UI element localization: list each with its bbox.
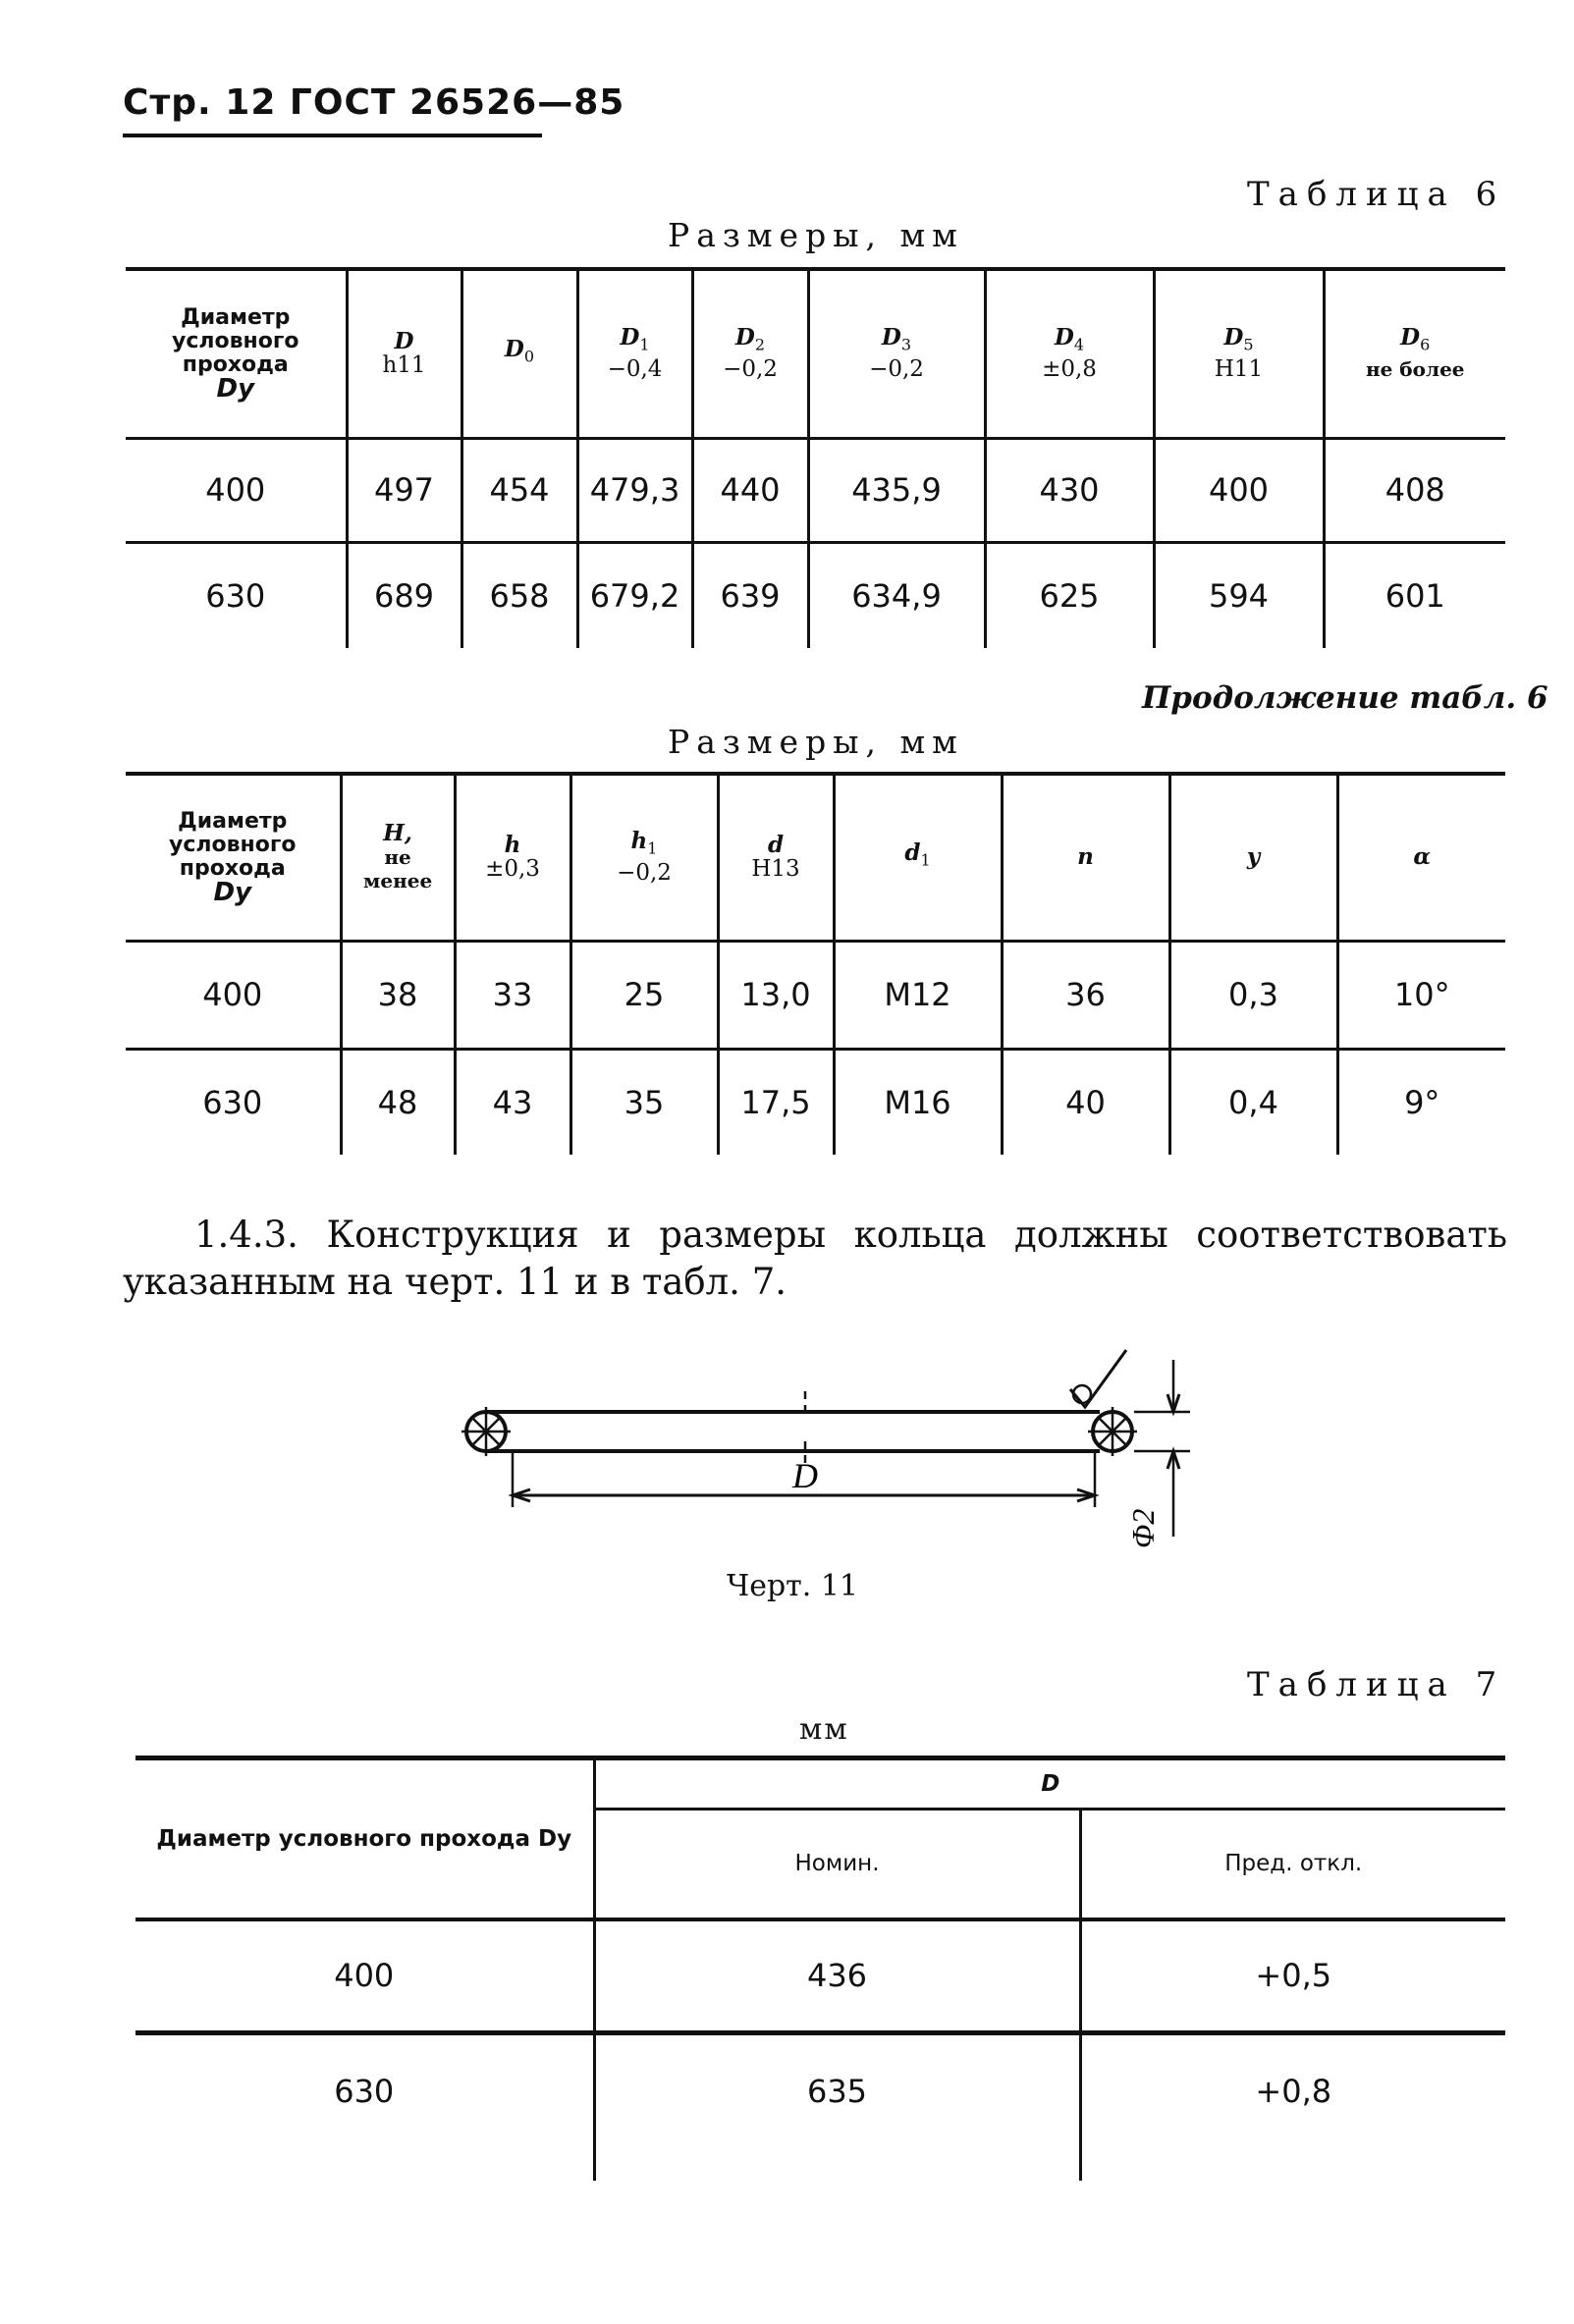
table6b-cell: 36 [1002,941,1169,1049]
table7-name: Таблица 7 [1247,1665,1506,1704]
table7-head-group: D [594,1758,1505,1810]
table6b-cell: 33 [455,941,570,1049]
table6-cell: 400 [1154,438,1324,542]
table6-head-col-2: $D_1$ −0,4 [577,269,692,438]
table6b-cell: 0,4 [1169,1049,1337,1155]
table6b-cell: 0,3 [1169,941,1337,1049]
page-header: Стр. 12 ГОСТ 26526—85 [123,82,625,123]
table6-head-col-6: $D_5$ H11 [1154,269,1324,438]
table6b-units: Размеры, мм [668,723,964,761]
table6-cell: 679,2 [577,542,692,648]
table6-head-col-4: $D_3$ −0,2 [808,269,985,438]
table6b-cell: 630 [126,1049,341,1155]
table6b-cell: 43 [455,1049,570,1155]
table6-cell: 634,9 [808,542,985,648]
table7-units: мм [799,1712,849,1747]
table6b-head-col-6: y [1169,774,1337,941]
table7-head-dy: Диаметр условного прохода Dу [136,1758,594,1919]
table6b-header-row [126,774,1505,941]
table7-cell: 630 [136,2033,594,2181]
table7-cell: 400 [136,1919,594,2033]
table6b-cell: 40 [1002,1049,1169,1155]
table6-cell: 408 [1324,438,1505,542]
dimension-d-label: D [792,1456,818,1495]
table7-cell: +0,8 [1080,2033,1505,2181]
table6b-cell: 38 [341,941,455,1049]
table6 [126,267,1505,648]
table7-cell: 635 [594,2033,1080,2181]
table6-cell: 630 [126,542,347,648]
table6b-cell: 9° [1337,1049,1505,1155]
table7-head-dev: Пред. откл. [1080,1810,1505,1919]
table6-head-col-7: $D_6$ не более [1324,269,1505,438]
table6b [126,772,1505,1155]
table6-cell: 435,9 [808,438,985,542]
table6-header-row [126,269,1505,438]
table6-cell: 440 [692,438,808,542]
table6b-head-col-1: h ±0,3 [455,774,570,941]
table6b-cell: M12 [834,941,1002,1049]
table6b-cell: 48 [341,1049,455,1155]
table-row [136,2033,1505,2181]
table6-cell: 454 [461,438,577,542]
table6b-head-col-5: n [1002,774,1169,941]
table6b-head-col-2: $h_1$ −0,2 [570,774,718,941]
table6b-cell: 35 [570,1049,718,1155]
table6-cell: 658 [461,542,577,648]
table6-cell: 689 [347,542,461,648]
table6b-cell: 17,5 [718,1049,834,1155]
table7-cell: +0,5 [1080,1919,1505,2033]
table7-cell: 436 [594,1919,1080,2033]
ring-drawing [432,1340,1218,1576]
table-row [126,1049,1505,1155]
table-row [136,1919,1505,2033]
table6b-head-col-3: d H13 [718,774,834,941]
table6-head-col-0: D h11 [347,269,461,438]
table6b-head-col-0: H, не менее [341,774,455,941]
table6-cell: 497 [347,438,461,542]
table6-head-col-3: $D_2$ −0,2 [692,269,808,438]
drawing-caption: Черт. 11 [727,1569,858,1603]
table6-head-col-1: $D_0$ [461,269,577,438]
table7 [136,1756,1505,2181]
table6b-cell: 10° [1337,941,1505,1049]
table6b-head-dy: Диаметр условного прохода Dу [126,774,341,941]
table7-header-row [136,1758,1505,1810]
table-row [126,438,1505,542]
table6b-head-col-4: $d_1$ [834,774,1002,941]
table6-name: Таблица 6 [1247,175,1506,214]
paragraph-1-4-3: 1.4.3. Конструкция и размеры кольца должны соответствовать указанным на черт. 11 и в табл. 7. [123,1214,1507,1303]
table6b-cell: 13,0 [718,941,834,1049]
table6-cell: 430 [985,438,1154,542]
table6b-head-col-7: α [1337,774,1505,941]
header-rule [123,134,542,137]
table6-cell: 639 [692,542,808,648]
table6-cell: 625 [985,542,1154,648]
table6b-cell: 400 [126,941,341,1049]
table6-cell: 594 [1154,542,1324,648]
diameter-label: Φ2 [1125,1508,1161,1548]
table6-head-dy: Диаметр условного прохода Dу [126,269,347,438]
table6-cell: 400 [126,438,347,542]
table6-units: Размеры, мм [668,216,964,254]
table7-head-nom: Номин. [594,1810,1080,1919]
table6-head-col-5: $D_4$ ±0,8 [985,269,1154,438]
table6b-continuation: Продолжение табл. 6 [1142,680,1548,716]
table6-cell: 601 [1324,542,1505,648]
table-row [126,542,1505,648]
table-row [126,941,1505,1049]
table6-cell: 479,3 [577,438,692,542]
table6b-cell: M16 [834,1049,1002,1155]
table6b-cell: 25 [570,941,718,1049]
